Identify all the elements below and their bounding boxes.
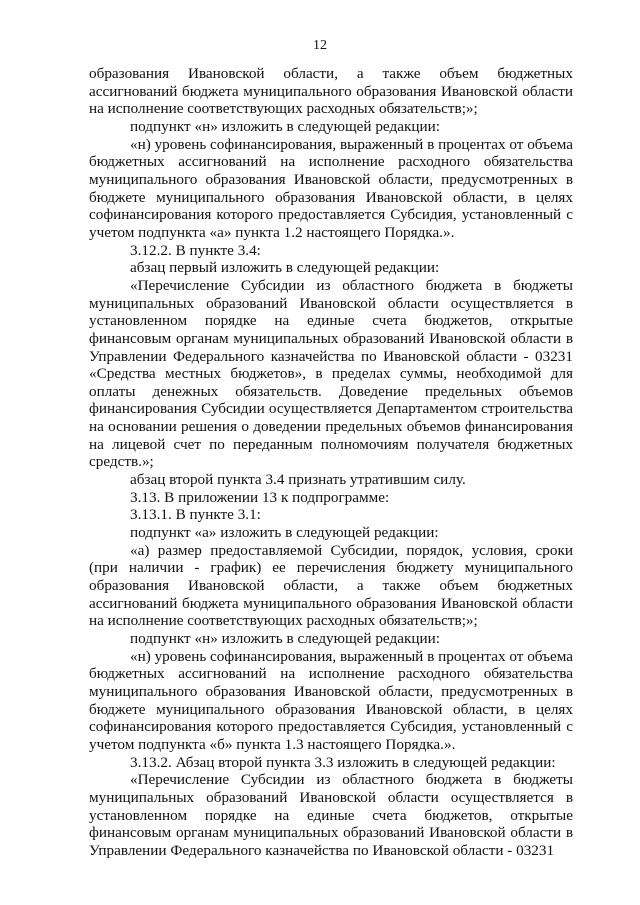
paragraph: 3.13.1. В пункте 3.1: bbox=[130, 506, 261, 524]
document-body bbox=[89, 65, 573, 860]
paragraph: образования Ивановской области, а также объем бюджетных ассигнований бюджета муниципального образования Ивановской области на исполнение соответствующих расходных обязательств;»; bbox=[89, 65, 573, 118]
paragraph: подпункт «а» изложить в следующей редакции: bbox=[130, 524, 439, 542]
paragraph: 3.13.2. Абзац второй пункта 3.3 изложить в следующей редакции: bbox=[130, 753, 556, 771]
paragraph: абзац второй пункта 3.4 признать утратившим силу. bbox=[130, 471, 466, 489]
paragraph: «а) размер предоставляемой Субсидии, порядок, условия, сроки (при наличии - график) ее перечисления бюджету муниципального образования Ивановской области, а также объем бюджетных ассигнований бюджета муниципального образования Ивановской области на исполнение соответствующих расходных обязательств;»; bbox=[89, 541, 573, 630]
paragraph: 3.12.2. В пункте 3.4: bbox=[130, 241, 261, 259]
paragraph: подпункт «н» изложить в следующей редакции: bbox=[130, 630, 440, 647]
paragraph: подпункт «н» изложить в следующей редакции: bbox=[130, 117, 440, 135]
paragraph: «Перечисление Субсидии из областного бюджета в бюджеты муниципальных образований Ивановской области осуществляется в установленном порядке на единые счета бюджетов, открытые финансовым органам муниципальных образований Ивановской области в Управлении Федерального казначейства по Ивановской области - 03231 «Средства местных бюджетов», в пределах суммы, необходимой для оплаты денежных обязательств. Доведение предельных объемов финансирования Субсидии осуществляется Департаментом строительства на основании решения о доведении предельных объемов финансирования на лицевой счет по переданным полномочиям получателя бюджетных средств.»; bbox=[89, 276, 573, 471]
paragraph: 3.13. В приложении 13 к подпрограмме: bbox=[130, 488, 390, 506]
page-number: 12 bbox=[313, 38, 327, 53]
paragraph: «н) уровень софинансирования, выраженный в процентах от объема бюджетных ассигнований на исполнение расходного обязательства муниципального образования Ивановской области, предусмотренных в бюджете муниципального образования Ивановской области, в целях софинансирования которого предоставляется Субсидия, установленный с учетом подпункта «а» пункта 1.2 настоящего Порядка.». bbox=[89, 135, 573, 241]
paragraph: «Перечисление Субсидии из областного бюджета в бюджеты муниципальных образований Ивановской области осуществляется в установленном порядке на единые счета бюджетов, открытые финансовым органам муниципальных образований Ивановской области в Управлении Федерального казначейства по Ивановской области - 03231 bbox=[89, 771, 573, 859]
paragraph: абзац первый изложить в следующей редакции: bbox=[130, 259, 440, 277]
paragraph: «н) уровень софинансирования, выраженный в процентах от объема бюджетных ассигнований на исполнение расходного обязательства муниципального образования Ивановской области, предусмотренных в бюджете муниципального образования Ивановской области, в целях софинансирования которого предоставляется Субсидия, установленный с учетом подпункта «б» пункта 1.3 настоящего Порядка.». bbox=[89, 647, 573, 753]
